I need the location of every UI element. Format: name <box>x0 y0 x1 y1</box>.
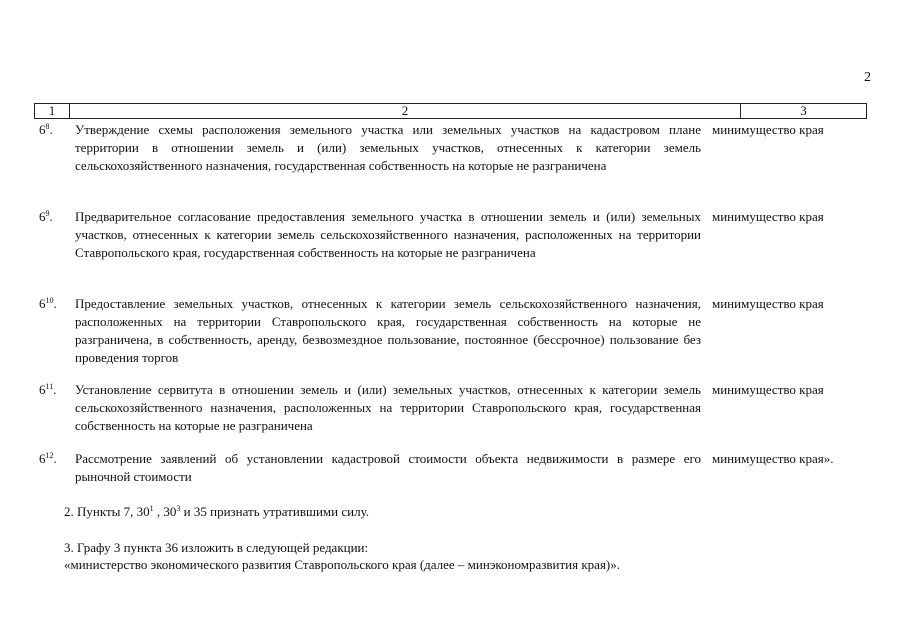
row-number: $6^{12}$. <box>39 451 57 466</box>
row-description: Утверждение схемы расположения земельного участка или земельных участков на кадастровом плане территории в отношении земель и (или) земельных участков, отнесенных к категории земель сельскохозяйственного назначения, государственная собственность на которые не разграничена <box>75 122 701 173</box>
paragraph-3-line-2: «министерство экономического развития Ставропольского края (далее – минэкономразвития края)». <box>64 557 621 572</box>
row-organization: минимущество края <box>712 296 824 311</box>
page-number: 2 <box>864 70 871 85</box>
row-number: $6^{10}$. <box>39 296 57 311</box>
row-organization: минимущество края <box>712 122 824 137</box>
row-number: $6^9$. <box>39 209 53 224</box>
row-organization: минимущество края <box>712 382 824 397</box>
row-number: $6^{11}$. <box>39 382 57 397</box>
header-col-2: 2 <box>70 104 741 118</box>
paragraph-3-line-1: 3. Графу 3 пункта 36 изложить в следующей редакции: <box>64 540 369 555</box>
paragraph-2: 2. Пункты 7, $30^1$ , $30^3$ и 35 признать утратившими силу. <box>64 504 370 519</box>
row-description: Рассмотрение заявлений об установлении кадастровой стоимости объекта недвижимости в размере его рыночной стоимости <box>75 451 701 484</box>
header-col-3: 3 <box>800 103 807 118</box>
row-description: Установление сервитута в отношении земель и (или) земельных участков, отнесенных к категории земель сельскохозяйственного назначения, расположенных на территории Ставропольского края, государственная собственность на которые не разграничена <box>75 382 701 433</box>
row-description: Предоставление земельных участков, отнесенных к категории земель сельскохозяйственного назначения, расположенных на территории Ставропольского края, государственная собственность на которые не разграничена, в собственность, аренду, безвозмездное пользование, постоянное (бессрочное) пользование без проведения торгов <box>75 296 701 365</box>
row-organization: минимущество края <box>712 209 824 224</box>
header-col-1: 1 <box>35 104 70 118</box>
row-number: $6^8$. <box>39 122 53 137</box>
row-organization: минимущество края». <box>712 451 834 466</box>
table-header <box>34 103 867 119</box>
row-description: Предварительное согласование предоставления земельного участка в отношении земель и (или) земельных участков, отнесенных к категории земель сельскохозяйственного назначения, расположенных на территории Ставропольского края, государственная собственность на которые не разграничена <box>75 209 701 260</box>
